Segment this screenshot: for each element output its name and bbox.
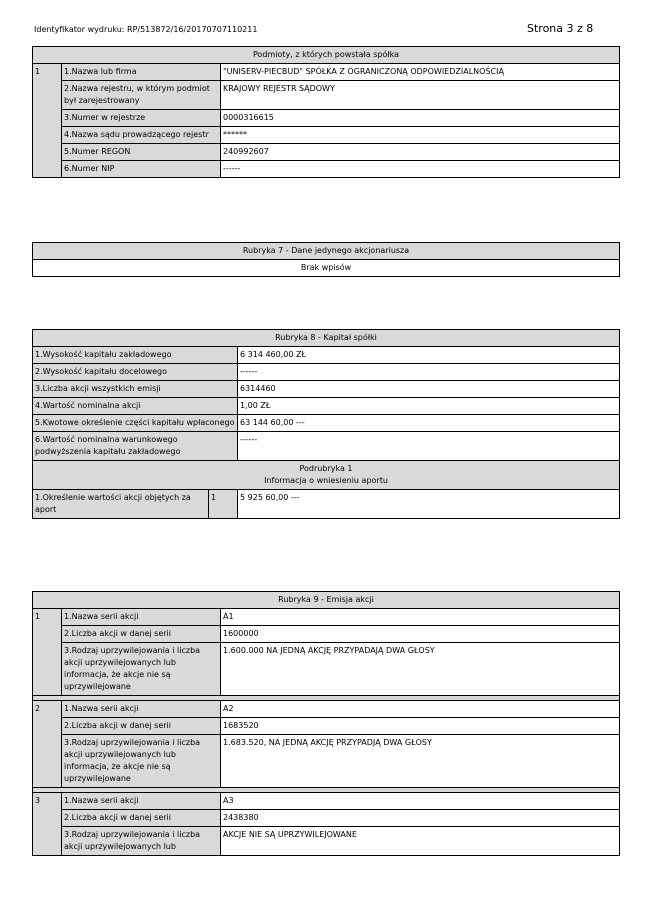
field-value: AKCJE NIE SĄ UPRZYWILEJOWANE — [221, 827, 620, 856]
subsection-subtitle: Informacja o wniesieniu aportu — [264, 476, 388, 485]
field-label: 6.Wartość nominalna warunkowego podwyższenia kapitału zakładowego — [33, 432, 238, 461]
section-title: Rubryka 7 - Dane jedynego akcjonariusza — [33, 243, 620, 260]
field-label: 4.Wartość nominalna akcji — [33, 398, 238, 415]
field-value: 1600000 — [221, 626, 620, 643]
field-label: 2.Nazwa rejestru, w którym podmiot był zarejestrowany — [62, 81, 221, 110]
subsection-title — [33, 461, 620, 490]
section-rubryka-9 — [32, 591, 620, 856]
field-value: 1683520 — [221, 718, 620, 735]
field-value: 5 925 60,00 --- — [238, 490, 620, 519]
field-value: 1.683.520, NA JEDNĄ AKCJĘ PRZYPADJĄ DWA GŁOSY — [221, 735, 620, 788]
page-number: Strona 3 z 8 — [527, 22, 594, 35]
field-value: ------ — [238, 364, 620, 381]
field-value: 0000316615 — [221, 110, 620, 127]
field-label: 2.Liczba akcji w danej serii — [62, 718, 221, 735]
field-value: ------ — [238, 432, 620, 461]
entry-index: 1 — [33, 64, 62, 178]
field-label: 2.Liczba akcji w danej serii — [62, 626, 221, 643]
section-title: Rubryka 9 - Emisja akcji — [33, 592, 620, 609]
field-value: A3 — [221, 793, 620, 810]
field-value: 1,00 ZŁ — [238, 398, 620, 415]
section-rubryka-8 — [32, 329, 620, 519]
field-label: 3.Liczba akcji wszystkich emisji — [33, 381, 238, 398]
field-label: 1.Określenie wartości akcji objętych za aport — [33, 490, 209, 519]
field-label: 3.Numer w rejestrze — [62, 110, 221, 127]
field-value: 63 144 60,00 --- — [238, 415, 620, 432]
entry-index: 2 — [33, 701, 62, 788]
subsection-name: Podrubryka 1 — [299, 464, 353, 473]
field-value: 1.600.000 NA JEDNĄ AKCJĘ PRZYPADAJĄ DWA GŁOSY — [221, 643, 620, 696]
field-label: 1.Nazwa serii akcji — [62, 701, 221, 718]
field-value: 6 314 460,00 ZŁ — [238, 347, 620, 364]
field-label: 1.Nazwa lub firma — [62, 64, 221, 81]
field-label: 3.Rodzaj uprzywilejowania i liczba akcji uprzywilejowanych lub informacja, że akcje nie są uprzywilejowane — [62, 735, 221, 788]
field-value: 240992607 — [221, 144, 620, 161]
field-value: ------ — [221, 161, 620, 178]
entry-index: 1 — [33, 609, 62, 696]
section-title: Podmioty, z których powstała spółka — [33, 47, 620, 64]
field-label: 2.Wysokość kapitału docelowego — [33, 364, 238, 381]
section-title: Rubryka 8 - Kapitał spółki — [33, 330, 620, 347]
field-value: "UNISERV-PIECBUD" SPÓŁKA Z OGRANICZONĄ ODPOWIEDZIALNOŚCIĄ — [221, 64, 620, 81]
section-rubryka-7 — [32, 242, 620, 277]
field-value: 2438380 — [221, 810, 620, 827]
field-label: 5.Kwotowe określenie części kapitału wpłaconego — [33, 415, 238, 432]
field-label: 4.Nazwa sądu prowadzącego rejestr — [62, 127, 221, 144]
field-value: KRAJOWY REJESTR SĄDOWY — [221, 81, 620, 110]
field-label: 3.Rodzaj uprzywilejowania i liczba akcji uprzywilejowanych lub — [62, 827, 221, 856]
field-label: 2.Liczba akcji w danej serii — [62, 810, 221, 827]
field-label: 1.Nazwa serii akcji — [62, 793, 221, 810]
field-value: A1 — [221, 609, 620, 626]
section-podmioty — [32, 46, 620, 178]
field-label: 1.Nazwa serii akcji — [62, 609, 221, 626]
field-label: 1.Wysokość kapitału zakładowego — [33, 347, 238, 364]
field-label: 5.Numer REGON — [62, 144, 221, 161]
entry-index: 1 — [209, 490, 238, 519]
field-label: 3.Rodzaj uprzywilejowania i liczba akcji uprzywilejowanych lub informacja, że akcje nie są uprzywilejowane — [62, 643, 221, 696]
no-entries-text: Brak wpisów — [33, 260, 620, 277]
entry-index: 3 — [33, 793, 62, 856]
field-value: 6314460 — [238, 381, 620, 398]
field-value: A2 — [221, 701, 620, 718]
print-identifier: Identyfikator wydruku: RP/513872/16/20170707110211 — [34, 25, 258, 34]
field-value: ****** — [221, 127, 620, 144]
field-label: 6.Numer NIP — [62, 161, 221, 178]
